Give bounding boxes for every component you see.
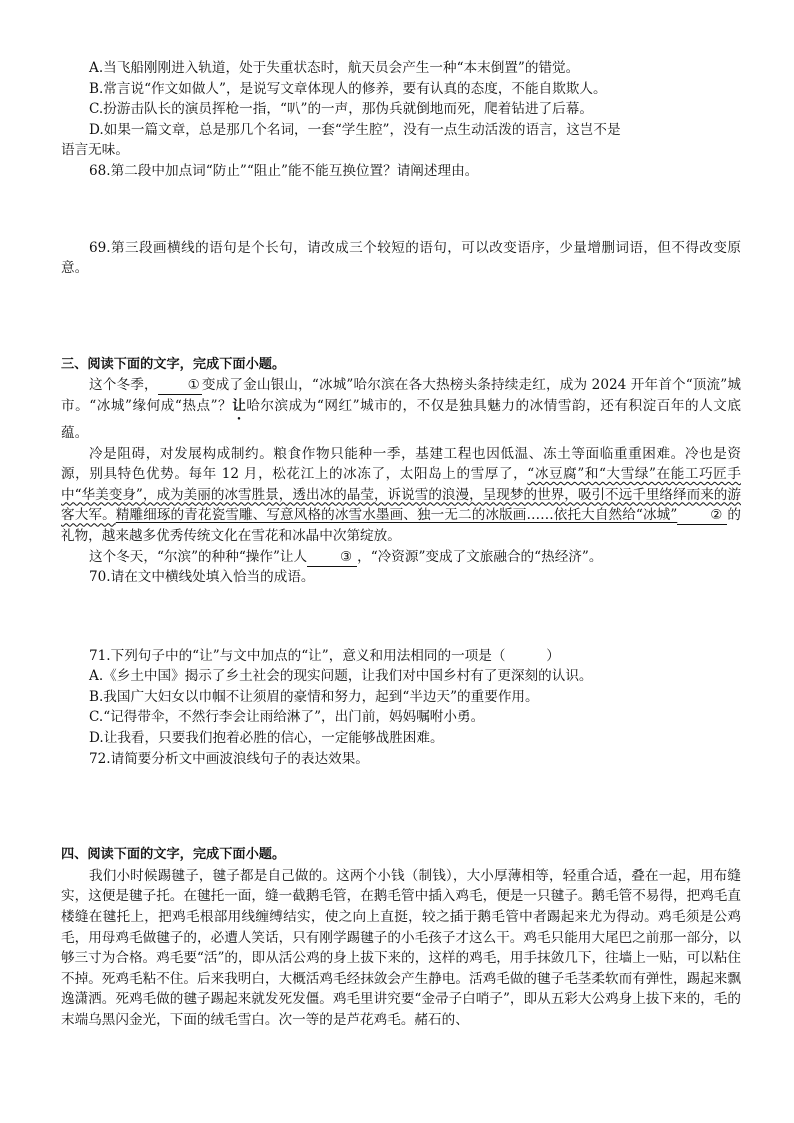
blank-3: ③ xyxy=(307,549,357,567)
question-69: 69.第三段画横线的语句是个长句，请改成三个较短的语句，可以改变语序，少量增删词语，但不得改变原意。 xyxy=(61,239,741,277)
section-3-heading: 三、阅读下面的文字，完成下面小题。 xyxy=(61,356,286,372)
question-72: 72.请简要分析文中画波浪线句子的表达效果。 xyxy=(89,750,369,767)
text: ，“冷资源”变成了文旅融合的“热经济”。 xyxy=(357,548,603,565)
q71-option-a: A.《乡土中国》揭示了乡土社会的现实问题，让我们对中国乡村有了更深刻的认识。 xyxy=(89,668,593,685)
section-4-heading: 四、阅读下面的文字，完成下面小题。 xyxy=(61,847,286,863)
question-70: 70.请在文中横线处填入恰当的成语。 xyxy=(89,569,315,586)
answer-space-72 xyxy=(61,769,741,845)
text: 这个冬天，“尔滨”的种种“操作”让人 xyxy=(89,548,308,565)
text: 这个冬季， xyxy=(89,377,158,394)
q71-option-c: C.“记得带伞，不然行李会让雨给淋了”，出门前，妈妈嘱咐小勇。 xyxy=(89,709,485,726)
question-68: 68.第二段中加点词“防止”“阻止”能不能互换位置？请阐述理由。 xyxy=(89,162,479,179)
q67-option-d-cont: 语言无味。 xyxy=(61,142,129,159)
blank-2: ② xyxy=(677,507,727,525)
answer-space-68 xyxy=(61,182,741,238)
wavy-underlined-sentence: “冰豆腐”和“大雪绿”在能工巧匠手中“华美变身”，成为美丽的冰雪胜景，透出冰的晶莹，诉说雪的浪漫，呈现梦的世界，吸引不远千里络绎而来的游客大军。 xyxy=(61,466,741,524)
q67-option-b: B.常言说“作文如做人”，是说写文章体现人的修养，要有认真的态度，不能自欺欺人。 xyxy=(89,80,607,97)
q67-option-a: A.当飞船刚刚进入轨道，处于失重状态时，航天员会产生一种“本末倒置”的错觉。 xyxy=(89,60,580,76)
q71-option-d: D.让我看，只要我们抱着必胜的信心，一定能够战胜困难。 xyxy=(89,730,444,747)
section-3-paragraph-2 xyxy=(61,444,741,547)
section-4-paragraph-1: 我们小时候踢毽子，毽子都是自己做的。这两个小钱（制钱），大小厚薄相等，轻重合适，叠在一起，用布缝实，这便是毽子托。在毽托一面，缝一截鹅毛管，在鹅毛管中插入鸡毛，便是一只毽子。鹅毛管不易得，把鸡毛直楼缝在毽托上，把鸡毛根部用线缠缚结实，使之向上直挺，较之插于鹅毛管中者踢起来尤为得动。鸡毛须是公鸡毛，用母鸡毛做毽子的，必遭人笑话，只有刚学踢毽子的小毛孩子才这么干。鸡毛只能用大尾巴之前那一部分，以够三寸为合格。鸡毛要“活”的，即从活公鸡的身上拔下来的，这样的鸡毛，用手抹敛几下，往墙上一贴，可以粘住不掉。死鸡毛粘不住。后来我明白，大概活鸡毛经抹敛会产生静电。活鸡毛做的毽子毛茎柔软而有弹性，踢起来飘逸潇洒。死鸡毛做的毽子踢起来就发死发僵。鸡毛里讲究要“金帚子白哨子”，即从五彩大公鸡身上拔下来的，毛的末端乌黑闪金光，下面的绒毛雪白。次一等的是芦花鸡毛。赭石的、 xyxy=(61,867,741,1028)
q67-option-c: C.扮游击队长的演员挥枪一指，“叭”的一声，那伪兵就倒地而死，爬着钻进了后幕。 xyxy=(89,101,593,118)
answer-space-70 xyxy=(61,588,741,646)
document-page xyxy=(61,58,741,1031)
section-3-paragraph-1 xyxy=(61,375,741,443)
dotted-word-rang: 让 xyxy=(232,397,247,414)
text: 哈尔滨成为“网红”城市的，不仅是独具魅力的冰情雪韵，还有积淀百年的人文底蕴。 xyxy=(61,397,741,441)
question-71-stem: 71.下列句子中的“让”与文中加点的“让”，意义和用法相同的一项是（ ） xyxy=(89,647,560,664)
text: 冷是阻碍，对发展构成制约。粮食作物只能种一季，基建工程也因低温、冻土等面临重重困难。冷也是资源，别具特色优势。每年 12 月，松花江上的冰冻了，太阳岛上的雪厚了， xyxy=(61,445,741,483)
q67-option-d: D.如果一篇文章，总是那几个名词，一套“学生腔”，没有一点生动活泼的语言，这岂不是 xyxy=(89,121,621,138)
underlined-sentence: 精雕细琢的青花瓷雪雕、写意风格的冰雪水墨画、独一无二的冰版画……依托大自然给“冰城” xyxy=(115,507,678,524)
blank-1: ① xyxy=(158,377,202,395)
section-3-paragraph-3 xyxy=(61,547,741,568)
q71-option-b: B.我国广大妇女以巾帼不让须眉的豪情和努力，起到“半边天”的重要作用。 xyxy=(89,688,539,705)
text: 的礼物，越来越多优秀传统文化在雪花和冰晶中次第绽放。 xyxy=(61,507,742,544)
text: 变成了金山银山，“冰城”哈尔滨在各大热榜头条持续走红，成为 2024 开年首个“顶流”城市。“冰城”缘何成“热点”？ xyxy=(61,377,741,414)
answer-space-69 xyxy=(61,279,741,355)
